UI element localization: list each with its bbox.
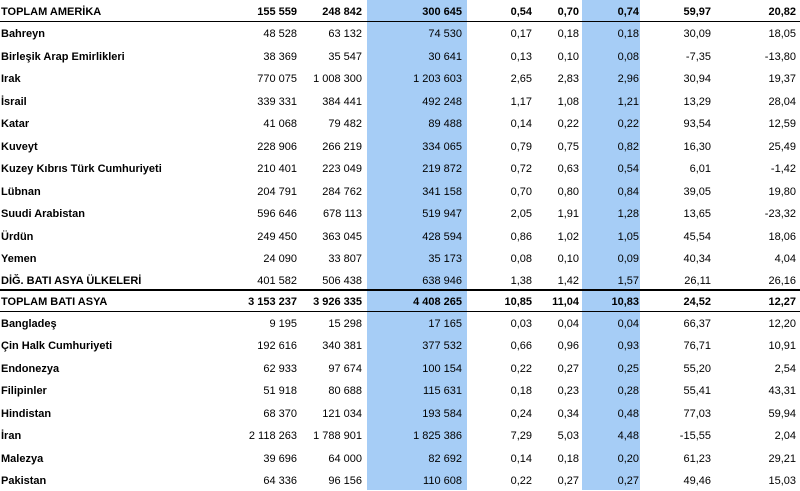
cell-share-2015: 0,93 [617,340,639,352]
cell-share-2013: 0,22 [510,475,532,487]
cell-share-2014: 0,70 [557,6,579,18]
cell-share-2014: 0,75 [557,141,579,153]
cell-col-2015: 4 408 265 [413,296,462,308]
cell-change-2015: 19,37 [768,73,796,85]
cell-change-2014: 40,34 [683,253,711,265]
row-label: Kuzey Kıbrıs Türk Cumhuriyeti [1,163,162,175]
row-label: Birleşik Arap Emirlikleri [1,51,125,63]
row-label: Ürdün [1,231,34,243]
cell-change-2015: 26,16 [768,275,796,287]
cell-change-2014: 49,46 [683,475,711,487]
cell-change-2014: 16,30 [683,141,711,153]
cell-change-2014: 66,37 [683,318,711,330]
row-label: DİĞ. BATI ASYA ÜLKELERİ [1,275,142,287]
row-label: Kuveyt [1,141,38,153]
cell-share-2013: 0,22 [510,363,532,375]
cell-share-2014: 0,96 [557,340,579,352]
row-label: Filipinler [1,385,47,397]
cell-share-2015: 0,84 [617,186,639,198]
cell-share-2013: 0,72 [510,163,532,175]
table-row [0,47,800,67]
cell-change-2014: 45,54 [683,231,711,243]
cell-share-2013: 0,24 [510,408,532,420]
cell-change-2015: 12,59 [768,118,796,130]
cell-col-2015: 300 645 [422,6,462,18]
cell-share-2014: 1,91 [557,208,579,220]
cell-col-2015: 74 530 [428,28,462,40]
cell-change-2014: 77,03 [683,408,711,420]
cell-col-2015: 428 594 [422,231,462,243]
cell-share-2014: 1,08 [557,96,579,108]
cell-share-2015: 1,21 [617,96,639,108]
cell-col-2014: 284 762 [322,186,362,198]
cell-col-2013: 204 791 [257,186,297,198]
cell-change-2014: 59,97 [683,6,711,18]
cell-share-2013: 1,38 [510,275,532,287]
cell-share-2015: 0,28 [617,385,639,397]
cell-col-2015: 341 158 [422,186,462,198]
row-label: Katar [1,118,30,130]
row-label: Lübnan [1,186,41,198]
cell-share-2014: 0,27 [557,475,579,487]
cell-share-2015: 0,27 [617,475,639,487]
cell-share-2013: 0,86 [510,231,532,243]
cell-col-2014: 1 008 300 [313,73,362,85]
cell-col-2013: 62 933 [263,363,297,375]
cell-col-2013: 24 090 [263,253,297,265]
cell-col-2015: 35 173 [428,253,462,265]
table-row [0,314,800,334]
row-label: Yemen [1,253,37,265]
cell-share-2015: 10,83 [611,296,639,308]
cell-col-2015: 89 488 [428,118,462,130]
cell-share-2013: 0,70 [510,186,532,198]
cell-change-2014: 39,05 [683,186,711,198]
cell-change-2014: -15,55 [679,430,711,442]
cell-col-2014: 340 381 [322,340,362,352]
cell-change-2015: -23,32 [764,208,796,220]
cell-share-2015: 1,28 [617,208,639,220]
cell-share-2014: 2,83 [557,73,579,85]
cell-change-2015: -13,80 [764,51,796,63]
cell-col-2015: 219 872 [422,163,462,175]
cell-col-2013: 51 918 [263,385,297,397]
cell-col-2013: 68 370 [263,408,297,420]
row-label: Çin Halk Cumhuriyeti [1,340,113,352]
cell-col-2014: 97 674 [328,363,362,375]
cell-share-2015: 0,20 [617,453,639,465]
cell-col-2015: 17 165 [428,318,462,330]
cell-change-2014: 13,29 [683,96,711,108]
table-row [0,92,800,112]
cell-change-2014: 6,01 [689,163,711,175]
cell-col-2014: 64 000 [328,453,362,465]
cell-col-2015: 492 248 [422,96,462,108]
cell-col-2015: 193 584 [422,408,462,420]
row-label: Irak [1,73,21,85]
cell-col-2014: 1 788 901 [313,430,362,442]
row-label: Endonezya [1,363,60,375]
cell-col-2014: 121 034 [322,408,362,420]
cell-share-2013: 0,79 [510,141,532,153]
cell-share-2015: 1,05 [617,231,639,243]
cell-share-2013: 2,05 [510,208,532,220]
cell-col-2013: 401 582 [257,275,297,287]
cell-share-2013: 0,54 [510,6,532,18]
row-label: Pakistan [1,475,47,487]
cell-share-2015: 0,74 [617,6,639,18]
table-row [0,137,800,157]
cell-change-2014: 61,23 [683,453,711,465]
table-row [0,182,800,202]
cell-share-2014: 0,18 [557,28,579,40]
cell-share-2014: 1,42 [557,275,579,287]
cell-change-2014: 55,41 [683,385,711,397]
cell-change-2015: 12,20 [768,318,796,330]
table-row [0,271,800,291]
cell-share-2014: 0,23 [557,385,579,397]
table-row [0,471,800,491]
cell-change-2014: 93,54 [683,118,711,130]
cell-change-2015: 25,49 [768,141,796,153]
cell-col-2015: 100 154 [422,363,462,375]
cell-change-2015: 19,80 [768,186,796,198]
cell-share-2014: 0,27 [557,363,579,375]
cell-col-2014: 248 842 [322,6,362,18]
cell-change-2015: 2,04 [774,430,796,442]
cell-col-2014: 506 438 [322,275,362,287]
cell-change-2014: 26,11 [684,275,711,287]
cell-share-2013: 0,14 [510,118,532,130]
cell-share-2013: 0,08 [510,253,532,265]
table-row [0,426,800,446]
cell-share-2015: 1,57 [617,275,639,287]
cell-change-2014: 30,94 [683,73,711,85]
row-label: Suudi Arabistan [1,208,85,220]
cell-col-2013: 3 153 237 [248,296,297,308]
cell-col-2013: 249 450 [257,231,297,243]
cell-share-2013: 0,03 [510,318,532,330]
row-label: Bahreyn [1,28,46,40]
cell-col-2015: 110 608 [423,475,462,487]
cell-change-2015: 15,03 [768,475,796,487]
cell-col-2013: 9 195 [269,318,297,330]
cell-col-2013: 38 369 [263,51,297,63]
cell-change-2015: 10,91 [768,340,796,352]
cell-col-2014: 33 807 [328,253,362,265]
cell-share-2015: 2,96 [617,73,639,85]
cell-change-2015: 43,31 [768,385,796,397]
total-row [0,2,800,22]
cell-change-2014: 76,71 [683,340,711,352]
cell-share-2014: 0,10 [557,51,579,63]
cell-col-2014: 96 156 [328,475,362,487]
cell-share-2014: 0,04 [557,318,579,330]
cell-change-2015: 4,04 [774,253,796,265]
cell-change-2015: 2,54 [774,363,796,375]
cell-share-2013: 0,66 [510,340,532,352]
cell-col-2013: 2 118 263 [248,430,297,442]
row-label: Malezya [1,453,44,465]
cell-change-2015: 20,82 [768,6,796,18]
cell-change-2014: 24,52 [683,296,711,308]
cell-col-2013: 41 068 [263,118,297,130]
cell-share-2013: 10,85 [504,296,532,308]
cell-share-2014: 5,03 [557,430,579,442]
cell-col-2015: 1 825 386 [413,430,462,442]
row-label: Hindistan [1,408,52,420]
cell-col-2013: 155 559 [257,6,297,18]
table-rule-section [0,289,800,291]
row-label: Bangladeş [1,318,57,330]
cell-share-2013: 0,18 [510,385,532,397]
cell-share-2013: 7,29 [510,430,532,442]
cell-share-2015: 0,54 [617,163,639,175]
cell-col-2013: 339 331 [257,96,297,108]
row-label: İsrail [1,96,27,108]
cell-change-2014: 30,09 [683,28,711,40]
table-row [0,404,800,424]
cell-col-2014: 63 132 [328,28,362,40]
cell-col-2015: 334 065 [422,141,462,153]
cell-col-2014: 678 113 [323,208,362,220]
cell-change-2015: 18,05 [768,28,796,40]
cell-col-2013: 596 646 [257,208,297,220]
table-row [0,114,800,134]
cell-col-2013: 192 616 [257,340,297,352]
cell-share-2015: 0,82 [617,141,639,153]
cell-col-2015: 377 532 [422,340,462,352]
cell-share-2013: 0,14 [510,453,532,465]
cell-change-2015: 59,94 [768,408,796,420]
table-row [0,204,800,224]
cell-share-2015: 0,48 [617,408,639,420]
cell-share-2013: 1,17 [510,96,532,108]
table-row [0,69,800,89]
cell-share-2015: 0,09 [617,253,639,265]
table-row [0,336,800,356]
table-row [0,24,800,44]
row-label: TOPLAM AMERİKA [1,6,102,18]
cell-share-2015: 0,04 [617,318,639,330]
cell-share-2015: 0,22 [617,118,639,130]
cell-change-2014: 13,65 [683,208,711,220]
cell-change-2015: 12,27 [768,296,796,308]
table-rule-section-bottom [0,311,800,312]
cell-col-2014: 79 482 [328,118,362,130]
table-row [0,449,800,469]
cell-col-2014: 80 688 [328,385,362,397]
cell-col-2014: 3 926 335 [313,296,362,308]
cell-col-2013: 39 696 [263,453,297,465]
cell-col-2015: 519 947 [422,208,462,220]
cell-share-2013: 0,13 [510,51,532,63]
cell-col-2015: 82 692 [428,453,462,465]
row-label: TOPLAM BATI ASYA [1,296,108,308]
table-row [0,227,800,247]
cell-col-2013: 48 528 [263,28,297,40]
cell-col-2014: 266 219 [322,141,362,153]
cell-share-2014: 0,18 [557,453,579,465]
cell-col-2013: 64 336 [263,475,297,487]
cell-share-2013: 2,65 [510,73,532,85]
total-row [0,292,800,312]
table-rule-top [0,21,800,22]
cell-change-2015: 28,04 [768,96,796,108]
cell-share-2015: 0,18 [617,28,639,40]
cell-share-2014: 11,04 [552,296,579,308]
cell-col-2013: 770 075 [257,73,297,85]
cell-col-2015: 1 203 603 [413,73,462,85]
cell-col-2014: 223 049 [322,163,362,175]
cell-share-2014: 0,63 [557,163,579,175]
cell-share-2014: 0,22 [557,118,579,130]
cell-share-2014: 0,80 [557,186,579,198]
cell-col-2013: 210 401 [257,163,297,175]
table-row [0,159,800,179]
cell-share-2015: 4,48 [617,430,639,442]
table-row [0,359,800,379]
cell-share-2014: 1,02 [557,231,579,243]
cell-change-2015: -1,42 [770,163,796,175]
cell-col-2014: 363 045 [322,231,362,243]
table-row [0,381,800,401]
cell-change-2015: 29,21 [768,453,796,465]
cell-col-2014: 15 298 [328,318,362,330]
cell-change-2015: 18,06 [768,231,796,243]
cell-col-2015: 638 946 [422,275,462,287]
row-label: İran [1,430,22,442]
cell-col-2015: 115 631 [423,385,462,397]
cell-col-2014: 35 547 [328,51,362,63]
cell-change-2014: 55,20 [683,363,711,375]
cell-share-2015: 0,25 [617,363,639,375]
cell-col-2013: 228 906 [257,141,297,153]
cell-share-2014: 0,34 [557,408,579,420]
cell-col-2014: 384 441 [322,96,362,108]
cell-share-2013: 0,17 [510,28,532,40]
cell-share-2015: 0,08 [617,51,639,63]
cell-col-2015: 30 641 [428,51,462,63]
cell-change-2014: -7,35 [685,51,711,63]
table-row [0,249,800,269]
cell-share-2014: 0,10 [557,253,579,265]
